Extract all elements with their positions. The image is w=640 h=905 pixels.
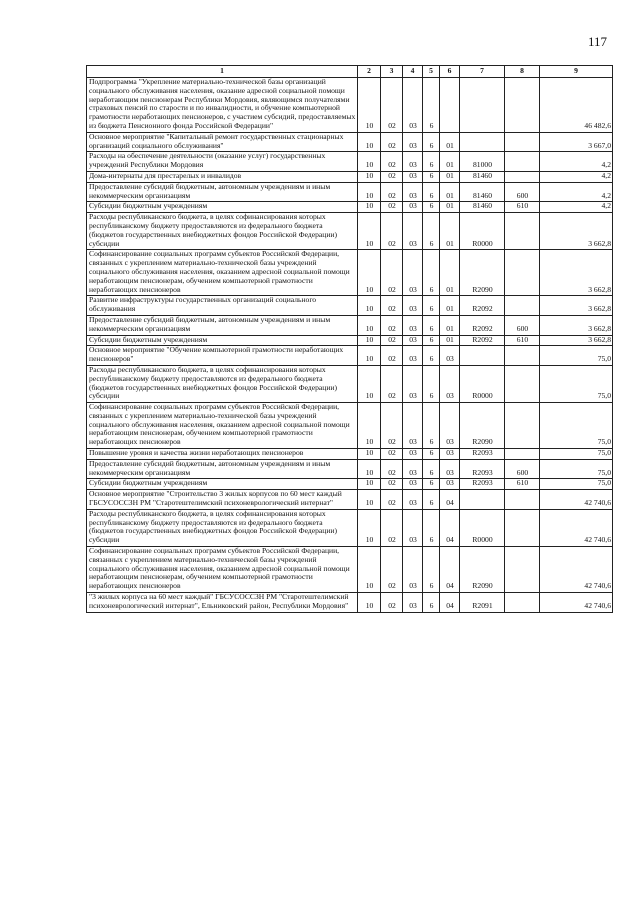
table-row [87,403,613,449]
cell-measure: 01 [440,132,460,152]
cell-amount: 75,0 [540,459,613,479]
cell-target-code: R2093 [460,449,505,460]
cell-target-code: R2091 [460,593,505,613]
cell-target-code: 81460 [460,202,505,213]
cell-subprogram: 6 [423,250,440,296]
cell-expense-type [505,171,540,182]
cell-program: 03 [403,593,423,613]
cell-section: 10 [358,132,381,152]
cell-measure: 01 [440,171,460,182]
cell-section: 10 [358,449,381,460]
table-header-row [87,66,613,78]
cell-subsection: 02 [381,315,403,335]
cell-expense-type [505,213,540,250]
cell-measure: 04 [440,547,460,593]
cell-target-code: R2093 [460,459,505,479]
cell-subprogram: 6 [423,202,440,213]
cell-section: 10 [358,490,381,510]
cell-subsection: 02 [381,547,403,593]
cell-program: 03 [403,490,423,510]
cell-target-code: R2092 [460,296,505,316]
cell-expense-type: 600 [505,459,540,479]
row-description: Расходы на обеспечение деятельности (оказание услуг) государственных учреждений Республики Мордовия [87,152,358,172]
cell-program: 03 [403,365,423,402]
cell-subprogram: 6 [423,509,440,546]
cell-subprogram: 6 [423,213,440,250]
column-header: 8 [505,66,540,78]
table-row [87,182,613,202]
cell-subprogram: 6 [423,365,440,402]
cell-target-code: 81460 [460,171,505,182]
cell-measure: 04 [440,490,460,510]
cell-program: 03 [403,346,423,366]
cell-subprogram: 6 [423,346,440,366]
cell-section: 10 [358,202,381,213]
row-description: Расходы республиканского бюджета, в целях софинансирования которых республиканскому бюджету предоставляются из федерального бюджета (бюджетов государственных внебюджетных фондов Российской Федерации) субсидии [87,365,358,402]
cell-measure: 01 [440,315,460,335]
cell-measure: 03 [440,459,460,479]
table-row [87,171,613,182]
table-row [87,202,613,213]
cell-subprogram: 6 [423,403,440,449]
table-row [87,78,613,133]
cell-expense-type [505,78,540,133]
cell-program: 03 [403,296,423,316]
cell-subsection: 02 [381,459,403,479]
cell-expense-type [505,490,540,510]
column-header: 4 [403,66,423,78]
cell-program: 03 [403,182,423,202]
cell-section: 10 [358,403,381,449]
column-header: 9 [540,66,613,78]
row-description: Подпрограмма "Укрепление материально-технической базы организаций социального обслуживания населения, оказание адресной социальной помощи неработающим пенсионерам Республики Мордовия, являющимся получателями страховых пенсий по старости и по инвалидности, и обучение компьютерной грамотности неработающих пенсионеров, с участием субсидий, предоставляемых из бюджета Пенсионного фонда Российской Федерации" [87,78,358,133]
page-number: 117 [588,34,608,49]
cell-subprogram: 6 [423,171,440,182]
cell-subprogram: 6 [423,490,440,510]
table-row [87,346,613,366]
cell-amount: 4,2 [540,182,613,202]
cell-program: 03 [403,202,423,213]
cell-subprogram: 6 [423,132,440,152]
cell-program: 03 [403,335,423,346]
cell-amount: 42 740,6 [540,593,613,613]
cell-subsection: 02 [381,509,403,546]
cell-target-code: 81460 [460,182,505,202]
table-row [87,365,613,402]
cell-program: 03 [403,509,423,546]
cell-measure [440,78,460,133]
cell-amount: 4,2 [540,202,613,213]
cell-amount: 42 740,6 [540,547,613,593]
cell-amount: 4,2 [540,152,613,172]
cell-subsection: 02 [381,449,403,460]
cell-target-code: R0000 [460,365,505,402]
cell-amount: 4,2 [540,171,613,182]
cell-expense-type [505,403,540,449]
cell-section: 10 [358,365,381,402]
column-header: 2 [358,66,381,78]
cell-subprogram: 6 [423,152,440,172]
cell-target-code [460,132,505,152]
cell-target-code [460,346,505,366]
cell-section: 10 [358,171,381,182]
cell-expense-type [505,547,540,593]
cell-section: 10 [358,296,381,316]
cell-amount: 75,0 [540,365,613,402]
cell-subsection: 02 [381,132,403,152]
cell-target-code: R0000 [460,213,505,250]
cell-amount: 3 662,8 [540,315,613,335]
cell-program: 03 [403,403,423,449]
cell-subsection: 02 [381,403,403,449]
cell-program: 03 [403,78,423,133]
row-description: Софинансирование социальных программ субъектов Российской Федерации, связанных с укреплением материально-технической базы учреждений социального обслуживания населения, оказанием адресной социальной помощи неработающим пенсионерам, обучением компьютерной грамотности неработающих пенсионеров [87,250,358,296]
row-description: Субсидии бюджетным учреждениям [87,335,358,346]
row-description: Расходы республиканского бюджета, в целях софинансирования которых республиканскому бюджету предоставляются из федерального бюджета (бюджетов государственных внебюджетных фондов Российской Федерации) субсидии [87,213,358,250]
cell-target-code: R2093 [460,479,505,490]
cell-target-code [460,78,505,133]
cell-section: 10 [358,78,381,133]
cell-measure: 03 [440,449,460,460]
cell-target-code: R2092 [460,315,505,335]
cell-amount: 42 740,6 [540,490,613,510]
cell-target-code: R2090 [460,403,505,449]
table-row [87,459,613,479]
cell-amount: 46 482,6 [540,78,613,133]
cell-expense-type [505,346,540,366]
table-row [87,335,613,346]
cell-subprogram: 6 [423,593,440,613]
cell-subprogram: 6 [423,449,440,460]
cell-amount: 3 662,8 [540,335,613,346]
cell-expense-type [505,593,540,613]
row-description: "3 жилых корпуса на 60 мест каждый" ГБСУСОССЗН РМ "Старотештелимский психоневрологический интернат", Ельниковский район, Республики Мордовия" [87,593,358,613]
cell-measure: 01 [440,335,460,346]
cell-amount: 3 662,8 [540,296,613,316]
cell-section: 10 [358,315,381,335]
cell-subsection: 02 [381,202,403,213]
cell-program: 03 [403,250,423,296]
cell-measure: 01 [440,202,460,213]
cell-program: 03 [403,449,423,460]
row-description: Субсидии бюджетным учреждениям [87,202,358,213]
cell-section: 10 [358,479,381,490]
cell-program: 03 [403,547,423,593]
cell-expense-type: 600 [505,182,540,202]
table-row [87,250,613,296]
column-header: 7 [460,66,505,78]
row-description: Субсидии бюджетным учреждениям [87,479,358,490]
cell-subprogram: 6 [423,182,440,202]
row-description: Предоставление субсидий бюджетным, автономным учреждениям и иным некоммерческим организациям [87,315,358,335]
cell-measure: 01 [440,152,460,172]
cell-expense-type: 610 [505,335,540,346]
cell-target-code: R2090 [460,547,505,593]
cell-subsection: 02 [381,78,403,133]
cell-section: 10 [358,335,381,346]
cell-expense-type [505,296,540,316]
cell-subsection: 02 [381,479,403,490]
cell-expense-type [505,132,540,152]
row-description: Предоставление субсидий бюджетным, автономным учреждениям и иным некоммерческим организациям [87,459,358,479]
cell-measure: 01 [440,182,460,202]
cell-program: 03 [403,132,423,152]
table-row [87,449,613,460]
cell-subsection: 02 [381,335,403,346]
table-row [87,296,613,316]
cell-subsection: 02 [381,365,403,402]
cell-expense-type: 600 [505,315,540,335]
cell-expense-type [505,152,540,172]
budget-table [86,65,613,613]
cell-subsection: 02 [381,171,403,182]
cell-subsection: 02 [381,593,403,613]
cell-target-code: R2092 [460,335,505,346]
cell-subprogram: 6 [423,78,440,133]
cell-measure: 03 [440,365,460,402]
table-row [87,479,613,490]
cell-amount: 3 662,8 [540,250,613,296]
cell-subprogram: 6 [423,335,440,346]
cell-program: 03 [403,479,423,490]
cell-amount: 75,0 [540,449,613,460]
row-description: Софинансирование социальных программ субъектов Российской Федерации, связанных с укреплением материально-технической базы учреждений социального обслуживания населения, оказанием адресной социальной помощи неработающим пенсионерам, обучением компьютерной грамотности неработающих пенсионеров [87,547,358,593]
cell-amount: 3 662,8 [540,213,613,250]
cell-subsection: 02 [381,182,403,202]
cell-subprogram: 6 [423,479,440,490]
cell-program: 03 [403,152,423,172]
table-row [87,213,613,250]
row-description: Софинансирование социальных программ субъектов Российской Федерации, связанных с укреплением материально-технической базы учреждений социального обслуживания населения, оказанием адресной социальной помощи неработающим пенсионерам, обучением компьютерной грамотности неработающих пенсионеров [87,403,358,449]
cell-amount: 75,0 [540,403,613,449]
table-row [87,315,613,335]
cell-expense-type: 610 [505,479,540,490]
cell-section: 10 [358,459,381,479]
row-description: Основное мероприятие "Строительство 3 жилых корпусов по 60 мест каждый ГБСУСОССЗН РМ "Старотештелимский психоневрологический интернат" [87,490,358,510]
cell-program: 03 [403,171,423,182]
cell-target-code: R2090 [460,250,505,296]
cell-measure: 01 [440,296,460,316]
cell-section: 10 [358,547,381,593]
cell-section: 10 [358,182,381,202]
cell-subsection: 02 [381,296,403,316]
cell-program: 03 [403,213,423,250]
cell-measure: 03 [440,346,460,366]
cell-subprogram: 6 [423,547,440,593]
table-row [87,490,613,510]
cell-program: 03 [403,459,423,479]
column-header: 5 [423,66,440,78]
cell-measure: 03 [440,403,460,449]
table-body [87,78,613,613]
row-description: Основное мероприятие "Обучение компьютерной грамотности неработающих пенсионеров" [87,346,358,366]
row-description: Расходы республиканского бюджета, в целях софинансирования которых республиканскому бюджету предоставляются из федерального бюджета (бюджетов государственных внебюджетных фондов Российской Федерации) субсидии [87,509,358,546]
row-description: Дома-интернаты для престарелых и инвалидов [87,171,358,182]
cell-amount: 3 667,0 [540,132,613,152]
cell-subsection: 02 [381,250,403,296]
cell-section: 10 [358,250,381,296]
column-header: 3 [381,66,403,78]
cell-section: 10 [358,152,381,172]
cell-subprogram: 6 [423,459,440,479]
cell-subprogram: 6 [423,315,440,335]
cell-subprogram: 6 [423,296,440,316]
column-header: 6 [440,66,460,78]
cell-expense-type [505,365,540,402]
cell-measure: 01 [440,213,460,250]
row-description: Повышение уровня и качества жизни неработающих пенсионеров [87,449,358,460]
cell-measure: 01 [440,250,460,296]
cell-subsection: 02 [381,490,403,510]
row-description: Основное мероприятие "Капитальный ремонт государственных стационарных организаций социального обслуживания" [87,132,358,152]
cell-section: 10 [358,213,381,250]
cell-section: 10 [358,346,381,366]
cell-amount: 75,0 [540,479,613,490]
cell-section: 10 [358,509,381,546]
cell-subsection: 02 [381,346,403,366]
row-description: Развитие инфраструктуры государственных организаций социального обслуживания [87,296,358,316]
table-row [87,132,613,152]
cell-amount: 75,0 [540,346,613,366]
table-row [87,547,613,593]
cell-program: 03 [403,315,423,335]
cell-amount: 42 740,6 [540,509,613,546]
cell-expense-type [505,250,540,296]
table-row [87,152,613,172]
cell-measure: 04 [440,593,460,613]
cell-expense-type: 610 [505,202,540,213]
cell-subsection: 02 [381,152,403,172]
cell-expense-type [505,449,540,460]
cell-subsection: 02 [381,213,403,250]
table-row [87,593,613,613]
cell-target-code [460,490,505,510]
cell-section: 10 [358,593,381,613]
cell-measure: 03 [440,479,460,490]
row-description: Предоставление субсидий бюджетным, автономным учреждениям и иным некоммерческим организациям [87,182,358,202]
cell-expense-type [505,509,540,546]
cell-target-code: 81000 [460,152,505,172]
cell-target-code: R0000 [460,509,505,546]
table-row [87,509,613,546]
cell-measure: 04 [440,509,460,546]
column-header: 1 [87,66,358,78]
